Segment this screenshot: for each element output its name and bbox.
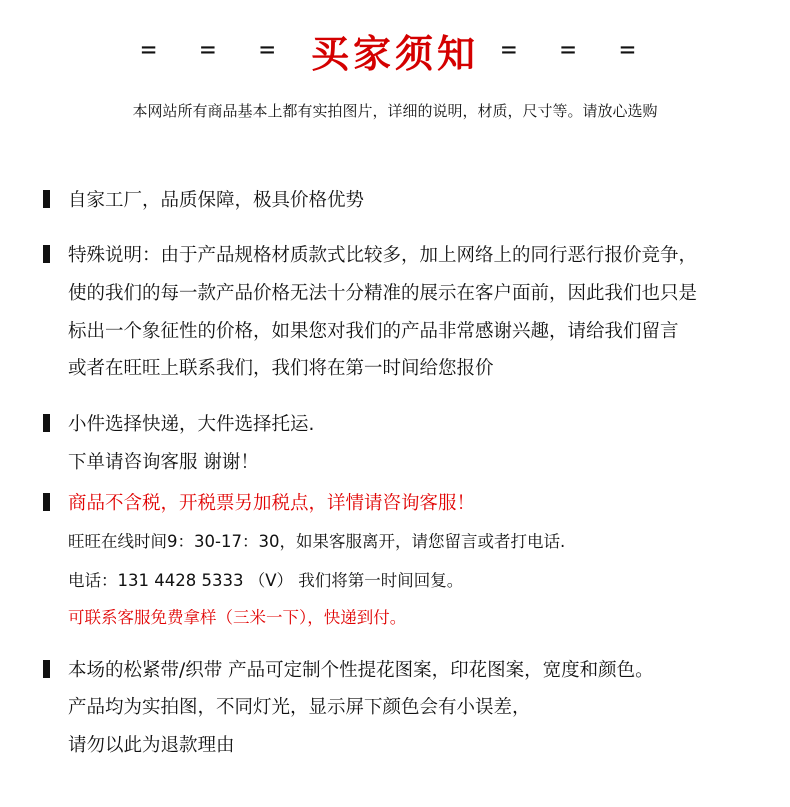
section-2-line-3: 标出一个象征性的价格，如果您对我们的产品非常感谢兴趣，请给我们留言: [68, 321, 679, 342]
header: [0, 22, 790, 78]
bullet-marker: [43, 190, 50, 208]
bullet-marker: [43, 245, 50, 263]
section-5-line-3: 请勿以此为退款理由: [68, 735, 235, 756]
sample-notice: 可联系客服免费拿样（三米一下），快递到付。: [68, 608, 407, 627]
section-3-line-1: 小件选择快递，大件选择托运.: [68, 414, 315, 435]
section-2-line-2: 使的我们的每一款产品价格无法十分精准的展示在客户面前，因此我们也只是: [68, 283, 698, 304]
subtitle: 本网站所有商品基本上都有实拍图片，详细的说明，材质，尺寸等。请放心选购: [132, 102, 658, 120]
tax-notice: 商品不含税，开税票另加税点，详情请咨询客服！: [68, 493, 476, 514]
section-2-line-4: 或者在旺旺上联系我们，我们将在第一时间给您报价: [68, 358, 494, 379]
section-3-line-2: 下单请咨询客服 谢谢！: [68, 452, 259, 473]
bullet-marker: [43, 660, 50, 678]
section-5-line-2: 产品均为实拍图，不同灯光，显示屏下颜色会有小误差，: [68, 697, 531, 718]
bullet-marker: [43, 493, 50, 511]
section-1-line-1: 自家工厂，品质保障，极具价格优势: [68, 190, 365, 211]
right-decoration: = = =: [501, 35, 650, 65]
phone-line: 电话：131 4428 5333 （V） 我们将第一时间回复。: [68, 571, 464, 590]
section-5-line-1: 本场的松紧带/织带 产品可定制个性提花图案，印花图案，宽度和颜色。: [68, 660, 654, 681]
online-hours: 旺旺在线时间9：30-17：30，如果客服离开，请您留言或者打电话.: [68, 532, 566, 551]
bullet-marker: [43, 414, 50, 432]
page-title: 买家须知: [310, 30, 479, 76]
section-2-line-1: 特殊说明：由于产品规格材质款式比较多，加上网络上的同行恶行报价竞争，: [68, 245, 698, 266]
left-decoration: = = =: [140, 35, 289, 65]
